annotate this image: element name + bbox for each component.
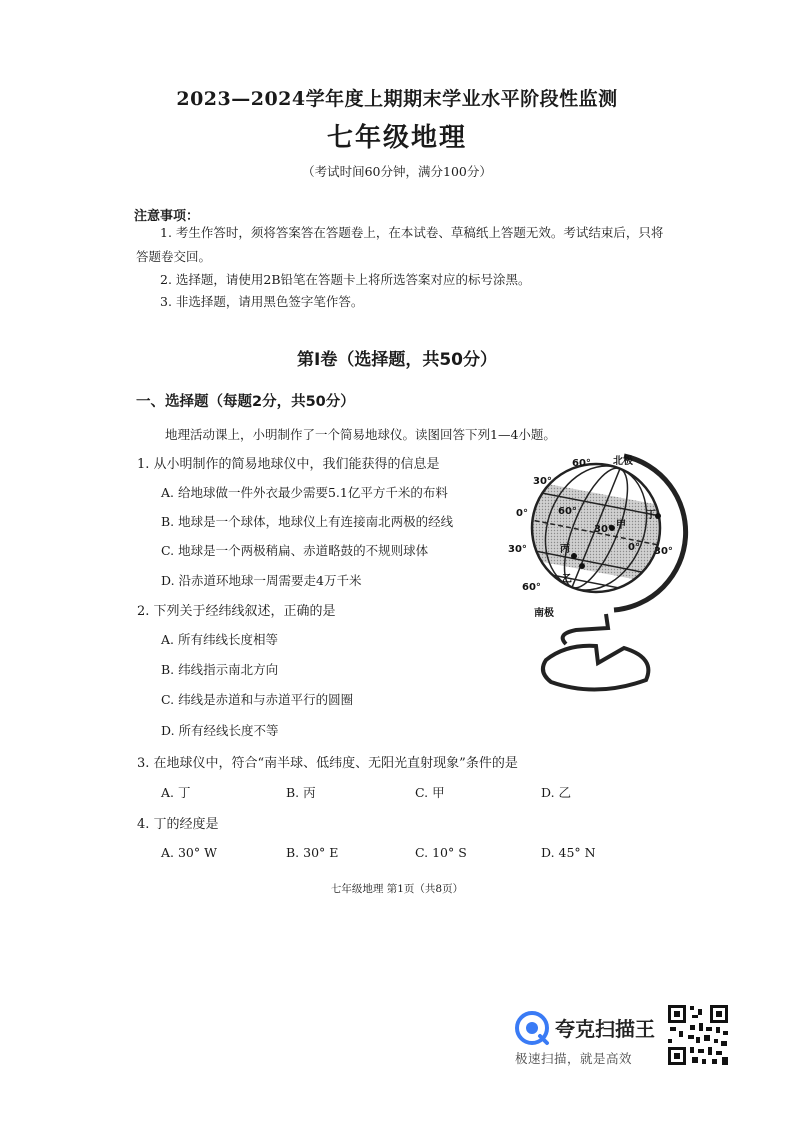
label-lat30-top: 30° bbox=[533, 476, 552, 487]
question-3-option-a: A. 丁 bbox=[161, 785, 191, 800]
label-inner30-right: 30° bbox=[654, 546, 673, 557]
quark-logo-icon bbox=[514, 1010, 550, 1046]
label-lat60-bottom: 60° bbox=[522, 582, 541, 593]
question-4-option-d: D. 45° N bbox=[541, 845, 596, 860]
question-4-option-a: A. 30° W bbox=[161, 845, 217, 860]
label-lat30-bottom: 30° bbox=[508, 544, 527, 555]
question-1-option-d: D. 沿赤道环地球一周需要走4万千米 bbox=[161, 573, 362, 588]
globe-stand-neck bbox=[563, 614, 608, 644]
point-bing-marker bbox=[571, 553, 577, 559]
question-2-option-a: A. 所有纬线长度相等 bbox=[161, 632, 278, 647]
label-point-jia: 甲 bbox=[616, 520, 626, 531]
question-3-option-d: D. 乙 bbox=[541, 785, 572, 800]
subject-title: 七年级地理 bbox=[326, 123, 467, 153]
globe-figure bbox=[496, 448, 696, 698]
point-yi-marker bbox=[579, 563, 585, 569]
qr-code-icon bbox=[666, 1003, 730, 1067]
section-title: 第Ⅰ卷（选择题，共50分） bbox=[297, 350, 497, 370]
label-point-yi: 乙 bbox=[562, 574, 572, 585]
question-1-option-c: C. 地球是一个两极稍扁、赤道略鼓的不规则球体 bbox=[161, 543, 429, 558]
part-title: 一、选择题（每题2分，共50分） bbox=[136, 394, 355, 410]
watermark-subtitle: 极速扫描，就是高效 bbox=[515, 1051, 633, 1066]
page-footer: 七年级地理 第1页（共8页） bbox=[330, 883, 464, 895]
question-2-option-c: C. 纬线是赤道和与赤道平行的圆圈 bbox=[161, 692, 354, 707]
notice-item-1: 1. 考生作答时，须将答案答在答题卷上，在本试卷、草稿纸上答题无效。考试结束后，只将 bbox=[160, 225, 664, 240]
question-4-option-c: C. 10° S bbox=[415, 845, 467, 860]
notice-item-2: 2. 选择题，请使用2B铅笔在答题卡上将所选答案对应的标号涂黑。 bbox=[160, 272, 531, 287]
question-2-option-b: B. 纬线指示南北方向 bbox=[161, 662, 279, 677]
question-1-option-a: A. 给地球做一件外衣最少需要5.1亿平方千米的布料 bbox=[161, 485, 448, 500]
label-lat60-top: 60° bbox=[572, 458, 591, 469]
question-1-stem: 1. 从小明制作的简易地球仪中，我们能获得的信息是 bbox=[137, 457, 440, 472]
notice-item-3: 3. 非选择题，请用黑色签字笔作答。 bbox=[160, 294, 364, 309]
label-inner0: 0° bbox=[628, 542, 640, 553]
question-4-option-b: B. 30° E bbox=[286, 845, 339, 860]
question-3-option-b: B. 丙 bbox=[286, 785, 316, 800]
question-3-stem: 3. 在地球仪中，符合“南半球、低纬度、无阳光直射现象”条件的是 bbox=[137, 756, 518, 771]
question-1-option-b: B. 地球是一个球体，地球仪上有连接南北两极的经线 bbox=[161, 514, 454, 529]
globe-base bbox=[543, 646, 648, 690]
notice-item-1-cont: 答题卷交回。 bbox=[136, 249, 212, 264]
question-3-option-c: C. 甲 bbox=[415, 785, 445, 800]
label-point-bing: 丙 bbox=[560, 544, 570, 555]
label-inner60: 60° bbox=[558, 506, 577, 517]
label-point-ding: 丁 bbox=[646, 510, 656, 521]
watermark-title: 夸克扫描王 bbox=[555, 1017, 655, 1041]
exam-info: （考试时间60分钟，满分100分） bbox=[302, 164, 492, 179]
question-4-stem: 4. 丁的经度是 bbox=[137, 817, 219, 832]
label-inner30: 30° bbox=[594, 524, 613, 535]
label-lat0: 0° bbox=[516, 508, 528, 519]
label-north-pole: 北极 bbox=[613, 456, 633, 467]
question-2-option-d: D. 所有经线长度不等 bbox=[161, 723, 279, 738]
label-south-pole: 南极 bbox=[534, 608, 554, 619]
notice-heading: 注意事项： bbox=[134, 209, 200, 224]
question-2-stem: 2. 下列关于经纬线叙述，正确的是 bbox=[137, 604, 336, 619]
question-intro: 地理活动课上，小明制作了一个简易地球仪。读图回答下列1—4小题。 bbox=[165, 427, 556, 442]
exam-title: 2023—2024学年度上期期末学业水平阶段性监测 bbox=[176, 88, 618, 110]
